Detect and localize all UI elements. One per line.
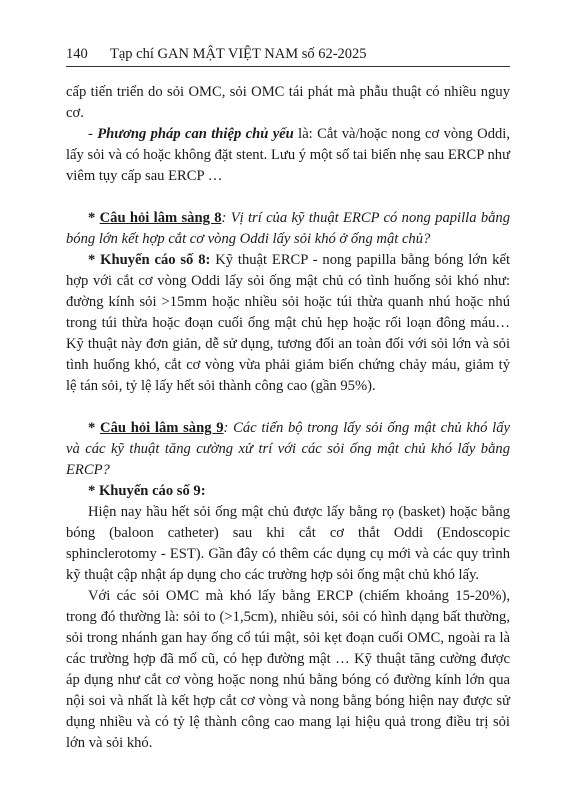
question-8-text: Vị trí của kỹ thuật ERCP có nong papilla bằng bóng lớn kết hợp cắt cơ vòng Oddi lấy sỏi khó ở ống mật chủ? [66, 210, 511, 247]
question-star: * [88, 420, 101, 436]
clinical-question-8 [66, 208, 510, 250]
question-colon: : [223, 420, 234, 436]
question-9-text: Các tiến bộ trong lấy sỏi ống mật chủ khó lấy và các kỹ thuật tăng cường xử trí với các sỏi ống mật chủ khó lấy bằng ERCP? [66, 420, 511, 478]
spacer [66, 397, 510, 418]
recommendation-8 [66, 250, 510, 397]
paragraph-text: cấp tiến triển do sỏi OMC, sỏi OMC tái phát mà phẫu thuật có nhiều nguy cơ. [66, 84, 510, 121]
intervention-text: là: Cắt và/hoặc nong cơ vòng Oddi, lấy sỏi và có hoặc không đặt stent. Lưu ý một số tai biến nhẹ sau ERCP như viêm tụy cấp sau ERCP … [66, 126, 510, 184]
spacer [66, 187, 510, 208]
intervention-label: Phương pháp can thiệp chủ yếu [97, 126, 294, 142]
recommendation-8-label: * Khuyến cáo số 8: [88, 252, 211, 268]
list-dash: - [88, 126, 98, 142]
paragraph-intervention-method [66, 124, 510, 187]
paragraph-text: Hiện nay hầu hết sỏi ống mật chủ được lấy bằng rọ (basket) hoặc bằng bóng (baloon catheter) sau khi cắt cơ thắt Oddi (Endoscopic sphinclerotomy - EST). Gần đây có thêm các dụng cụ mới và các quy trình kỹ thuật cập nhật áp dụng cho các trường hợp sỏi ống mật chủ khó lấy. [66, 504, 510, 583]
question-star: * [88, 210, 100, 226]
recommendation-8-text: Kỹ thuật ERCP - nong papilla bằng bóng lớn kết hợp với cắt cơ vòng Oddi lấy sỏi ống mật chủ có tình huống sỏi khó như: đường kính sỏi >15mm hoặc nhiều sỏi hoặc túi thừa quanh nhú hoặc nhú trong túi thừa hoặc đoạn cuối ống mật chủ hẹp hoặc rối loạn đông máu… Kỹ thuật này đơn giản, dễ sử dụng, tương đối an toàn đối với sỏi lớn và sỏi tình huống khó, cắt cơ vòng vừa phải giảm biến chứng chảy máu, giảm tỷ lệ tán sỏi, tỷ lệ lấy hết sỏi thành công cao (gần 95%). [66, 252, 510, 394]
question-9-label: Câu hỏi lâm sàng 9 [100, 420, 224, 436]
recommendation-9 [66, 481, 510, 502]
journal-title: Tạp chí GAN MẬT VIỆT NAM số 62-2025 [110, 46, 367, 62]
running-header [66, 45, 510, 63]
paragraph-continuation [66, 82, 510, 124]
paragraph-difficult-stones [66, 586, 510, 754]
paragraph-basket-balloon [66, 502, 510, 586]
question-colon: : [221, 210, 231, 226]
header-rule [66, 66, 510, 67]
paragraph-text: Với các sỏi OMC mà khó lấy bằng ERCP (chiếm khoảng 15-20%), trong đó thường là: sỏi to (>1,5cm), nhiều sỏi, sỏi có hình dạng bất thường, sỏi trong nhánh gan hay ống cổ túi mật, sỏi kẹt đoạn cuối OMC, ngoài ra là các trường hợp đã mổ cũ, có hẹp đường mật … Kỹ thuật tăng cường được áp dụng như cắt cơ vòng hoặc nong nhú bằng bóng có đường kính lớn qua nội soi và nhất là kết hợp cắt cơ vòng và nong bằng bóng hiện nay được sử dụng nhiều và có tỷ lệ thành công cao mang lại hiệu quả trong điều trị sỏi lớn và sỏi khó. [66, 588, 510, 751]
clinical-question-9 [66, 418, 510, 481]
recommendation-9-label: * Khuyến cáo số 9: [88, 483, 206, 499]
article-body [66, 82, 510, 754]
question-8-label: Câu hỏi lâm sàng 8 [99, 210, 222, 226]
page-number: 140 [66, 46, 88, 62]
